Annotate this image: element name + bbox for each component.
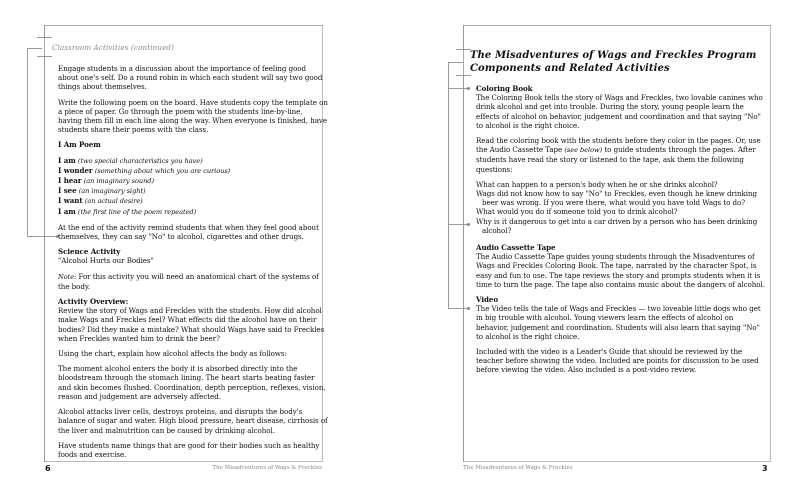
read-hint: (see below) [564, 146, 603, 155]
bracket-line [448, 88, 468, 89]
poem-hint: (two special characteristics you have) [77, 156, 203, 165]
poem-hint: (an imaginary sound) [83, 177, 154, 186]
poem-lead: I hear [58, 176, 82, 186]
audio-heading: Audio Cassette Tape [476, 243, 556, 253]
poem-title: I Am Poem [58, 140, 101, 150]
read-text: Read the coloring book with the students before they color in the pages. Or, use the Audio Cassette Tape [476, 136, 761, 155]
poem-lead: I am [58, 155, 76, 165]
page-number: 3 [762, 464, 768, 473]
science-subtitle: "Alcohol Hurts our Bodies" [58, 256, 154, 266]
poem-line [58, 207, 328, 217]
note-text: For this activity you will need an anatomical chart of the systems of the body. [58, 271, 319, 291]
coloring-book-section [476, 84, 766, 130]
bracket-line [448, 62, 463, 63]
bracket-line [448, 62, 449, 309]
bracket-line [27, 48, 42, 49]
question: What would you do if someone told you to drink alcohol? [476, 207, 678, 217]
bracket-line [27, 236, 57, 237]
science-activity [58, 247, 328, 265]
poem [58, 156, 328, 217]
bracket-line [44, 56, 45, 462]
bullet-icon [467, 87, 470, 90]
paragraph: Using the chart, explain how alcohol affects the body as follows: [58, 349, 287, 359]
page-number: 6 [45, 464, 51, 473]
poem-hint: (an actual desire) [84, 197, 143, 206]
right-page-body [476, 84, 766, 381]
section-header: Classroom Activities (continued) [52, 44, 175, 52]
video-text: The Video tells the tale of Wags and Freckles — two loveable little dogs who get in big trouble with alcohol. Young viewers learn the effects of alcohol on behavior, judgement and coordination. Students will also learn that saying "No" to alcohol is the right choice. [476, 304, 761, 341]
read-instructions [476, 136, 766, 174]
poem-hint: (something about which you are curious) [94, 166, 231, 175]
question: Why is it dangerous to get into a car driven by a person who has been drinking alcohol? [476, 216, 758, 235]
poem-hint: (an imaginary sight) [78, 187, 146, 196]
coloring-text: The Coloring Book tells the story of Wags and Freckles, two lovable canines who drink alcohol and get into trouble. During the story, young people learn the effects of alcohol on behavior, judgement and coordination and that saying "No" to alcohol is the right choice. [476, 93, 763, 130]
bracket-line [463, 25, 464, 49]
bracket-line [27, 48, 28, 237]
paragraph: Included with the video is a Leader's Guide that should be reviewed by the teacher before showing the video. Included are points for discussion to be used before viewing the video. Also included is a post-video review. [476, 347, 759, 375]
poem-lead: I wonder [58, 165, 93, 175]
page-title: The Misadventures of Wags and Freckles Program Components and Related Activities [470, 50, 757, 74]
paragraph: Alcohol attacks liver cells, destroys proteins, and disrupts the body's balance of sugar and water. High blood pressure, heart disease, cirrhosis of the liver and malnutrition can be caused by drinking alcohol. [58, 407, 328, 435]
poem-lead: I want [58, 196, 83, 206]
paragraph: Engage students in a discussion about the importance of feeling good about one's self. Do a round robin in which each student will say two good things about themselves. [58, 64, 323, 92]
poem-lead: I am [58, 206, 76, 216]
poem-line [58, 156, 328, 166]
question-list [476, 180, 766, 235]
bracket-line [37, 37, 52, 38]
bracket-line [448, 308, 468, 309]
poem-line [58, 176, 328, 186]
bracket-line [44, 25, 45, 37]
footer-title: The Misadventures of Wags & Freckles [463, 465, 573, 471]
read-text: to guide students through the pages. After students have read the story or listened to the tape, ask them the following questions: [476, 145, 756, 174]
question: Wags did not know how to say "No" to Freckles, even though he knew drinking beer was wrong. If you were there, what would you have told Wags to do? [476, 189, 758, 208]
poem-lead: I see [58, 186, 77, 196]
paragraph: Write the following poem on the board. Have students copy the template on a piece of paper. Go through the poem with the students line-by-line, having them fill in each line along the way. When everyone is finished, have students share their poems with the class. [58, 97, 328, 135]
note [58, 272, 328, 291]
video-section [476, 295, 766, 341]
bracket-line [463, 75, 464, 462]
activity-overview [58, 297, 328, 343]
question: What can happen to a person's body when he or she drinks alcohol? [476, 179, 718, 189]
science-heading: Science Activity [58, 247, 121, 257]
paragraph: The moment alcohol enters the body it is absorbed directly into the bloodstream through the stomach lining. The heart starts beating faster and skin becomes flushed. Coordination, depth perception, reflexes, vision, reason and judgement are adversely affected. [58, 364, 326, 401]
overview-heading: Activity Overview: [58, 297, 129, 307]
paragraph: Have students name things that are good for their bodies such as healthy foods and exercise. [58, 440, 320, 459]
note-label: Note: [58, 272, 77, 281]
bullet-icon [467, 307, 470, 310]
left-page-body [58, 64, 328, 465]
audio-text: The Audio Cassette Tape guides young students through the Misadventures of Wags and Freckles Coloring Book. The tape, narrated by the character Spot, is easy and fun to use. The tape reviews the story and prompts students when it is time to turn the page. The tape also contains music about the dangers of alcohol. [476, 252, 765, 289]
bullet-icon [467, 223, 470, 226]
footer-title: The Misadventures of Wags & Freckles [212, 465, 322, 471]
paragraph: At the end of the activity remind students that when they feel good about themselves, they can say "No" to alcohol, cigarettes and other drugs. [58, 222, 319, 242]
poem-hint: (the first line of the poem repeated) [77, 207, 197, 216]
poem-line [58, 166, 328, 176]
poem-line [58, 186, 328, 196]
overview-text: Review the story of Wags and Freckles with the students. How did alcohol make Wags and Freckles feel? What effects did the alcohol have on their bodies? Did they make a mistake? What should Wags have said to Freckles when Freckles wanted him to drink the beer? [58, 306, 325, 343]
audio-section [476, 243, 766, 289]
poem-line [58, 196, 328, 206]
bracket-line [456, 49, 471, 50]
coloring-heading: Coloring Book [476, 84, 533, 93]
bracket-line [448, 224, 468, 225]
video-heading: Video [476, 295, 499, 305]
